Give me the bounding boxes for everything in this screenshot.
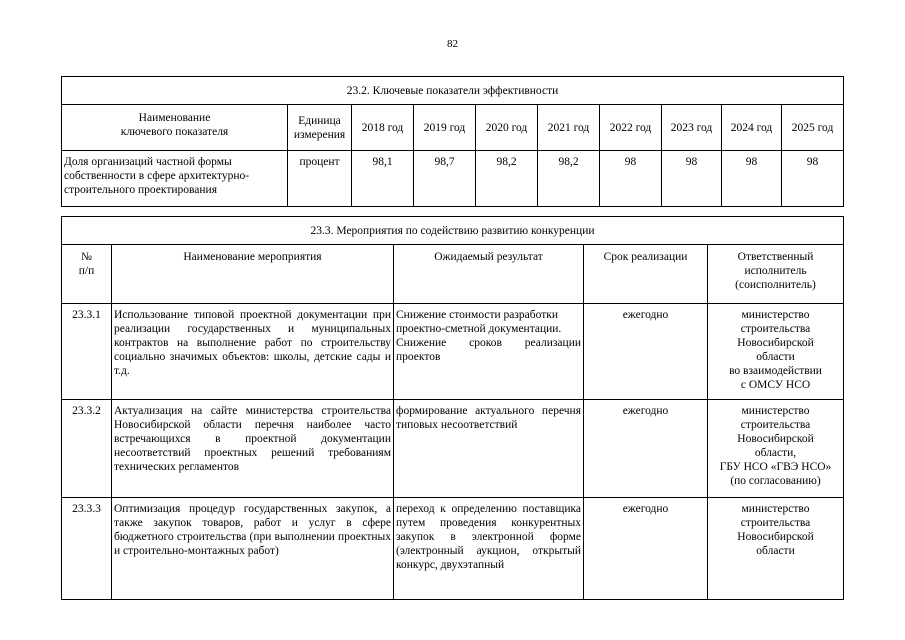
kpi-value: 98,7 bbox=[414, 151, 476, 207]
kpi-header-unit: Единица измерения bbox=[288, 105, 352, 151]
measures-header-responsible: Ответственный исполнитель (соисполнитель) bbox=[708, 245, 844, 304]
measure-responsible: министерство строительства Новосибирской области bbox=[708, 498, 844, 600]
kpi-header-year: 2020 год bbox=[476, 105, 538, 151]
kpi-header-name: Наименование ключевого показателя bbox=[62, 105, 288, 151]
measures-caption: 23.3. Мероприятия по содействию развитию конкуренции bbox=[62, 217, 844, 245]
measure-term: ежегодно bbox=[584, 498, 708, 600]
measure-num: 23.3.3 bbox=[62, 498, 112, 600]
kpi-value: 98 bbox=[662, 151, 722, 207]
measures-header-row bbox=[62, 245, 844, 304]
kpi-value: 98 bbox=[782, 151, 844, 207]
kpi-value: 98 bbox=[722, 151, 782, 207]
measures-header-result: Ожидаемый результат bbox=[394, 245, 584, 304]
kpi-header-year: 2018 год bbox=[352, 105, 414, 151]
kpi-indicator-name: Доля организаций частной формы собственности в сфере архитектурно-строительного проектирования bbox=[62, 151, 288, 207]
measures-table bbox=[61, 216, 844, 600]
kpi-header-year: 2019 год bbox=[414, 105, 476, 151]
measure-result: переход к определению поставщика путем проведения конкурентных закупок в электронной форме (электронный аукцион, открытый конкурс, двухэтапный bbox=[394, 498, 584, 600]
table-row bbox=[62, 304, 844, 400]
kpi-table bbox=[61, 76, 844, 207]
measure-name: Оптимизация процедур государственных закупок, а также закупок товаров, работ и услуг в сфере бюджетного строительства (при выполнении проектных и строительно-монтажных работ) bbox=[112, 498, 394, 600]
measure-result: формирование актуального перечня типовых несоответствий bbox=[394, 400, 584, 498]
kpi-header-year: 2021 год bbox=[538, 105, 600, 151]
kpi-unit: процент bbox=[288, 151, 352, 207]
measure-num: 23.3.2 bbox=[62, 400, 112, 498]
kpi-value: 98,1 bbox=[352, 151, 414, 207]
measure-name: Актуализация на сайте министерства строительства Новосибирской области перечня наиболее часто встречающихся в проектной документации несоответствий проектных решений требованиям технических регламентов bbox=[112, 400, 394, 498]
measures-header-name: Наименование мероприятия bbox=[112, 245, 394, 304]
measure-term: ежегодно bbox=[584, 304, 708, 400]
kpi-header-row bbox=[62, 105, 844, 151]
kpi-value: 98 bbox=[600, 151, 662, 207]
table-row bbox=[62, 151, 844, 207]
table-row bbox=[62, 400, 844, 498]
measure-name: Использование типовой проектной документации при реализации государственных и муниципальных контрактов на выполнение работ по строительству социально значимых объектов: школы, детские сады и т.д. bbox=[112, 304, 394, 400]
kpi-header-year: 2023 год bbox=[662, 105, 722, 151]
measure-responsible: министерство строительства Новосибирской области во взаимодействии с ОМСУ НСО bbox=[708, 304, 844, 400]
measure-num: 23.3.1 bbox=[62, 304, 112, 400]
table-row bbox=[62, 498, 844, 600]
kpi-value: 98,2 bbox=[476, 151, 538, 207]
page-number: 82 bbox=[447, 38, 458, 50]
kpi-header-year: 2025 год bbox=[782, 105, 844, 151]
kpi-value: 98,2 bbox=[538, 151, 600, 207]
measures-header-num: № п/п bbox=[62, 245, 112, 304]
measure-term: ежегодно bbox=[584, 400, 708, 498]
measure-responsible: министерство строительства Новосибирской области, ГБУ НСО «ГВЭ НСО» (по согласованию) bbox=[708, 400, 844, 498]
kpi-caption: 23.2. Ключевые показатели эффективности bbox=[62, 77, 844, 105]
measure-result: Снижение стоимости разработки проектно-сметной документации. Снижение сроков реализации проектов bbox=[394, 304, 584, 400]
kpi-header-year: 2024 год bbox=[722, 105, 782, 151]
measures-header-term: Срок реализации bbox=[584, 245, 708, 304]
kpi-header-year: 2022 год bbox=[600, 105, 662, 151]
